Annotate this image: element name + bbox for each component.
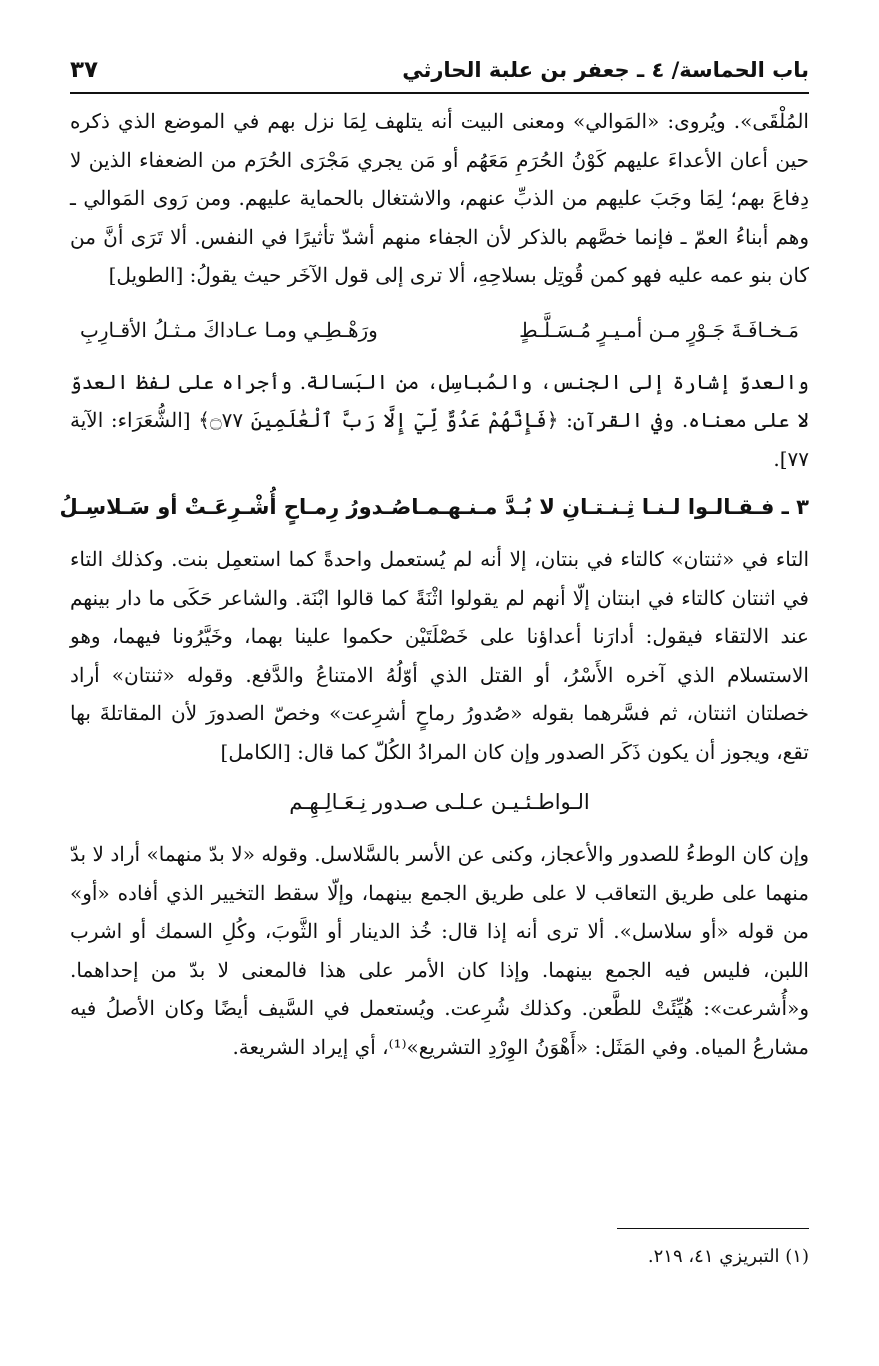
- footnote: (١) التبريزي ٤١، ٢١٩.: [647, 1246, 809, 1267]
- paragraph-3: التاء في «ثنتان» كالتاء في بنتان، إلا أنه لم يُستعمل واحدةً كما استعمِل بنت. وكذلك التاء في اثنتان كالتاء في ابنتان إلّا أنهم لم يقولوا اثْنَةً كما قالوا ابْنَة. والشاعر حَكَى ما دار بينهم عند الالتقاء فيقول: أدارَنا أعداؤنا على خَصْلَتَيْن حكموا علينا بهما، وخَيَّرُونا فيهما، وهو الاستسلام الذي آخره الأَسْرُ، أو القتل الذي أوّلُهُ الامتناعُ والدَّفع. وقوله «ثنتان» أراد خصلتان اثنتان، ثم فسَّرهما بقوله «صُدورُ رماحٍ أشرِعت» وخصّ الصدورَ لأن المقاتلةَ بها تقع، ويجوز أن يكون ذَكَر الصدور وإن كان المرادُ الكُلّ كما قال: [الكامل]: [70, 547, 809, 764]
- verse-1-hemistich-1: مَـخـافَـةَ جَـوْرٍ مـن أمـيـرٍ مُـسَـلَّـطٍ: [519, 317, 799, 342]
- verse-quotation-1: [80, 311, 799, 349]
- paragraph-2: والعدوّ إشارة إلى الجنس، والمُباسِل، من البَسالة. وأجراه على لفظ العدوّ لا على معناه. وفي القرآن: ﴿فَإِنَّهُمْ عَدُوٌّ لِّيٓ إِلَّا رَبَّ ٱلْعَٰلَمِينَ ۝٧٧﴾ [الشُّعَرَاء: الآية ٧٧].: [70, 369, 809, 471]
- paragraph-1: المُلْقَى». ويُروى: «المَوالي» ومعنى البيت أنه يتلهف لِمَا نزل بهم في الموضع الذي ذكره حين أعان الأعداءَ عليهم كَوْنُ الحُرَمِ مَعَهُم أو مَن يجري مَجْرَى الحُرَم من الضعفاء الذين لا دِفاعَ بهم؛ لِمَا وجَبَ عليهم من الذبِّ عنهم، والاشتغال بالحماية عليهم. ومن رَوى المَوالي ـ وهم أبناءُ العمّ ـ فإنما خصَّهم بالذكر لأن الجفاء منهم أشدّ تأثيرًا في النفس. ألا تَرَى أنَّ من كان بنو عمه عليه فهو كمن قُوتِل بسلاحِهِ، ألا ترى إلى قول الآخَر حيث يقولُ: [الطويل]: [70, 109, 810, 287]
- running-head: باب الحماسة/ ٤ ـ جعفر بن علبة الحارثي: [402, 58, 809, 82]
- page-number: ٣٧: [70, 57, 99, 83]
- footnote-divider: [617, 1228, 809, 1229]
- verse-quotation-2: الـواطـئـيـن عـلـى صـدور نِـعَـالِـهِـم: [289, 790, 590, 814]
- main-text: [59, 102, 810, 1066]
- page-header: [70, 48, 809, 94]
- main-verse-hemistich-2: صُـدورُ رِمـاحٍ أُشْـرِعَـتْ أو سَـلاسِـلُ: [59, 495, 412, 519]
- paragraph-4: وإن كان الوطءُ للصدور والأعجاز، وكنى عن الأسر بالسَّلاسل. وقوله «لا بدّ منهما» أراد لا بدّ منهما على طريق التعاقب لا على طريق الجمع بينهما، وإلّا سقط التخيير الذي أفاده «أو» من قوله «أو سلاسل». ألا ترى أنه إذا قال: خُذ الدينار أو الثَّوبَ، وكُلِ السمك أو اشرب اللبن، فليس فيه الجمع بينهما. وإذا كان الأمر على هذا فالمعنى لا بدّ من إحداهما. و«أُشرعت»: هُيِّئَتْ للطَّعن. وكذلك شُرِعت. ويُستعمل في السَّيف أيضًا وكان الأصلُ فيه مشارعُ المياه. وفي المَثَل: «أَهْوَنُ الوِرْدِ التشريع»⁽¹⁾، أي إيراد الشريعة.: [70, 842, 810, 1059]
- verse-1-hemistich-2: ورَهْـطِـي ومـا عـاداكَ مـثـلُ الأقـارِبِ: [80, 317, 378, 342]
- main-verse: [59, 488, 809, 526]
- main-verse-hemistich-1: ٣ ـ فـقـالـوا لـنـا ثِـنـتـانِ لا بُـدَّ مـنـهـمـا: [411, 495, 809, 519]
